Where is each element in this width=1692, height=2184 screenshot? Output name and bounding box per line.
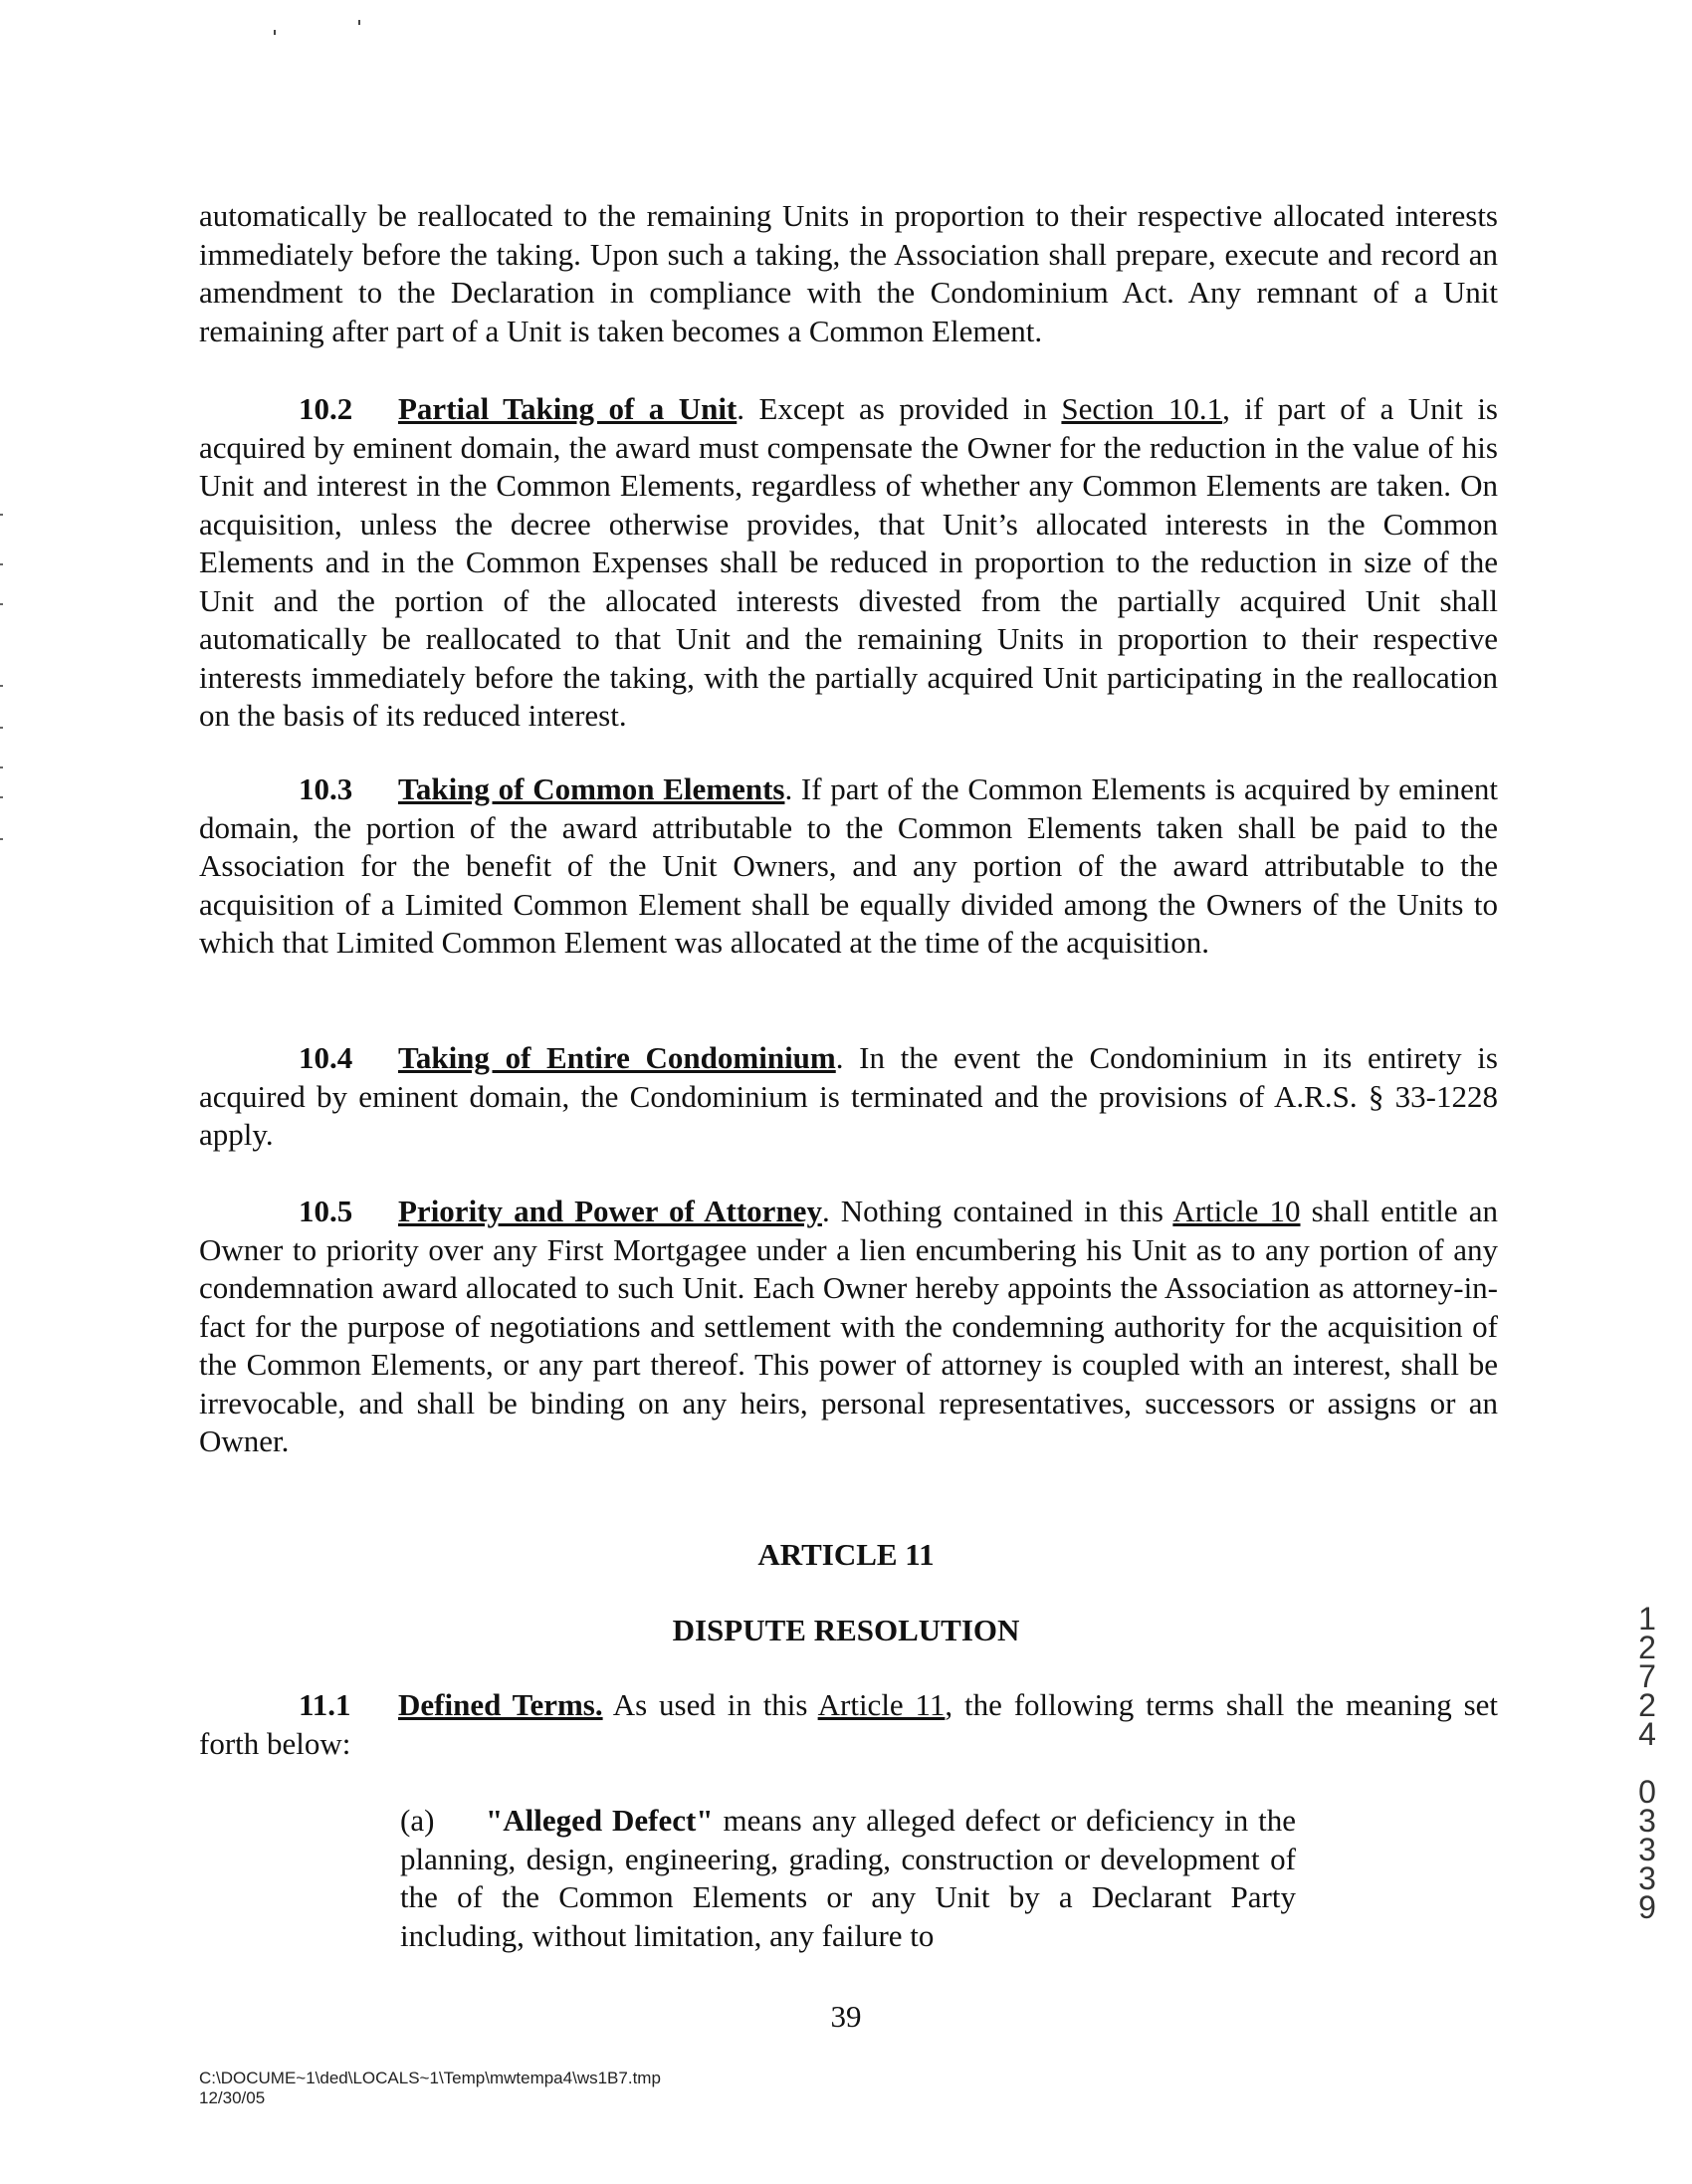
scan-edge-mark [0,514,3,516]
section-number: 10.4 [299,1040,353,1075]
section-reference: Article 11 [817,1687,946,1722]
recording-digit: 4 [1638,1716,1656,1752]
subsection-label: (a) [400,1803,435,1838]
footer-date: 12/30/05 [199,2088,266,2107]
recording-digit: 7 [1638,1658,1656,1694]
section-number: 10.3 [299,771,353,806]
section-number: 10.5 [299,1194,353,1228]
section-title: Taking of Entire Condominium [398,1040,836,1075]
subsection-paragraph [400,1802,1296,1955]
footer [199,2069,661,2108]
section-10-2 [199,390,1498,736]
scan-edge-mark [0,766,3,768]
section-paragraph [199,770,1498,963]
section-title: Taking of Common Elements [398,771,785,806]
section-reference: Section 10.1 [1061,391,1223,426]
recording-digit: 3 [1638,1860,1656,1896]
section-number: 11.1 [299,1687,351,1722]
section-text: . In the event the Condominium in its entirety is acquired by eminent domain, the Condominium is terminated and the provisions of A.R.S. § 33-1228 apply. [199,1040,1498,1152]
section-text: . If part of the Common Elements is acquired by eminent domain, the portion of the award attributable to the Common Elements taken shall be paid to the Association for the benefit of the Unit Owners, and any portion of the award attributable to the acquisition of a Limited Common Element shall be equally divided among the Owners of the Units to which that Limited Common Element was allocated at the time of the acquisition. [199,771,1498,960]
recording-digit: 1 [1638,1601,1656,1637]
recording-digit: 2 [1638,1687,1656,1723]
defined-term: "Alleged Defect" [486,1803,714,1838]
scan-edge-mark [0,563,3,565]
scan-speck [274,30,276,35]
article-heading: ARTICLE 11 [757,1537,935,1572]
section-reference: Article 10 [1172,1194,1301,1228]
scan-edge-mark [0,685,3,687]
section-paragraph [199,1039,1498,1155]
recording-digit: 0 [1638,1774,1656,1810]
recording-number [1624,1601,1670,1925]
recording-digit: 3 [1638,1832,1656,1867]
section-title: Defined Terms. [398,1687,603,1722]
section-paragraph [199,1193,1498,1461]
section-text: As used in this [602,1687,818,1722]
page-number: 39 [830,1999,862,2034]
intro-text: automatically be reallocated to the remaining Units in proportion to their respective allocated interests immediately before the taking. Upon such a taking, the Association shall prepare, execute and record an amendment to the Declaration in compliance with the Condominium Act. Any remnant of a Unit remaining after part of a Unit is taken becomes a Common Element. [199,198,1498,348]
recording-digit: 9 [1638,1889,1656,1925]
subsection-text: means any alleged defect or deficiency in the planning, design, engineering, grading, construction or development of the of the Common Elements or any Unit by a Declarant Party including, without limitation, any failure to [400,1803,1296,1953]
subsection-a [400,1802,1296,1955]
section-text: , if part of a Unit is acquired by eminent domain, the award must compensate the Owner for the reduction in the value of his Unit and interest in the Common Elements, regardless of whether any Common Elements are taken. On acquisition, unless the decree otherwise provides, that Unit’s allocated interests in the Common Elements and in the Common Expenses shall be reduced in proportion to the reduction in size of the Unit and the portion of the allocated interests divested from the partially acquired Unit shall automatically be reallocated to that Unit and the remaining Units in proportion to their respective interests immediately before the taking, with the partially acquired Unit participating in the reallocation on the basis of its reduced interest. [199,391,1498,733]
intro-paragraph [199,197,1498,350]
section-10-4 [199,1039,1498,1155]
section-paragraph [199,1686,1498,1763]
recording-digit: 2 [1638,1630,1656,1665]
scan-edge-mark [0,838,3,840]
section-10-5 [199,1193,1498,1461]
scan-edge-mark [0,603,3,605]
footer-path: C:\DOCUME~1\ded\LOCALS~1\Temp\mwtempa4\ws1B7.tmp [199,2069,661,2087]
section-text: , the following terms shall the meaning set forth below: [199,1687,1499,1761]
section-11-1 [199,1686,1498,1763]
section-text: shall entitle an Owner to priority over any First Mortgagee under a lien encumbering his Unit as to any portion of any condemnation award allocated to such Unit. Each Owner hereby appoints the Association as attorney-in-fact for the purpose of negotiations and settlement with the condemning authority for the acquisition of the Common Elements, or any part thereof. This power of attorney is coupled with an interest, shall be irrevocable, and shall be binding on any heirs, personal representatives, successors or assigns or an Owner. [199,1194,1498,1458]
section-paragraph [199,390,1498,736]
section-text: . Nothing contained in this [821,1194,1173,1228]
article-subheading: DISPUTE RESOLUTION [672,1613,1020,1647]
scan-edge-mark [0,727,3,729]
section-title: Partial Taking of a Unit [398,391,738,426]
section-number: 10.2 [299,391,353,426]
section-title: Priority and Power of Attorney [398,1194,822,1228]
scan-edge-mark [0,796,3,798]
section-text: . Except as provided in [737,391,1062,426]
recording-digit: 3 [1638,1803,1656,1839]
scan-speck [358,20,360,25]
section-10-3 [199,770,1498,963]
